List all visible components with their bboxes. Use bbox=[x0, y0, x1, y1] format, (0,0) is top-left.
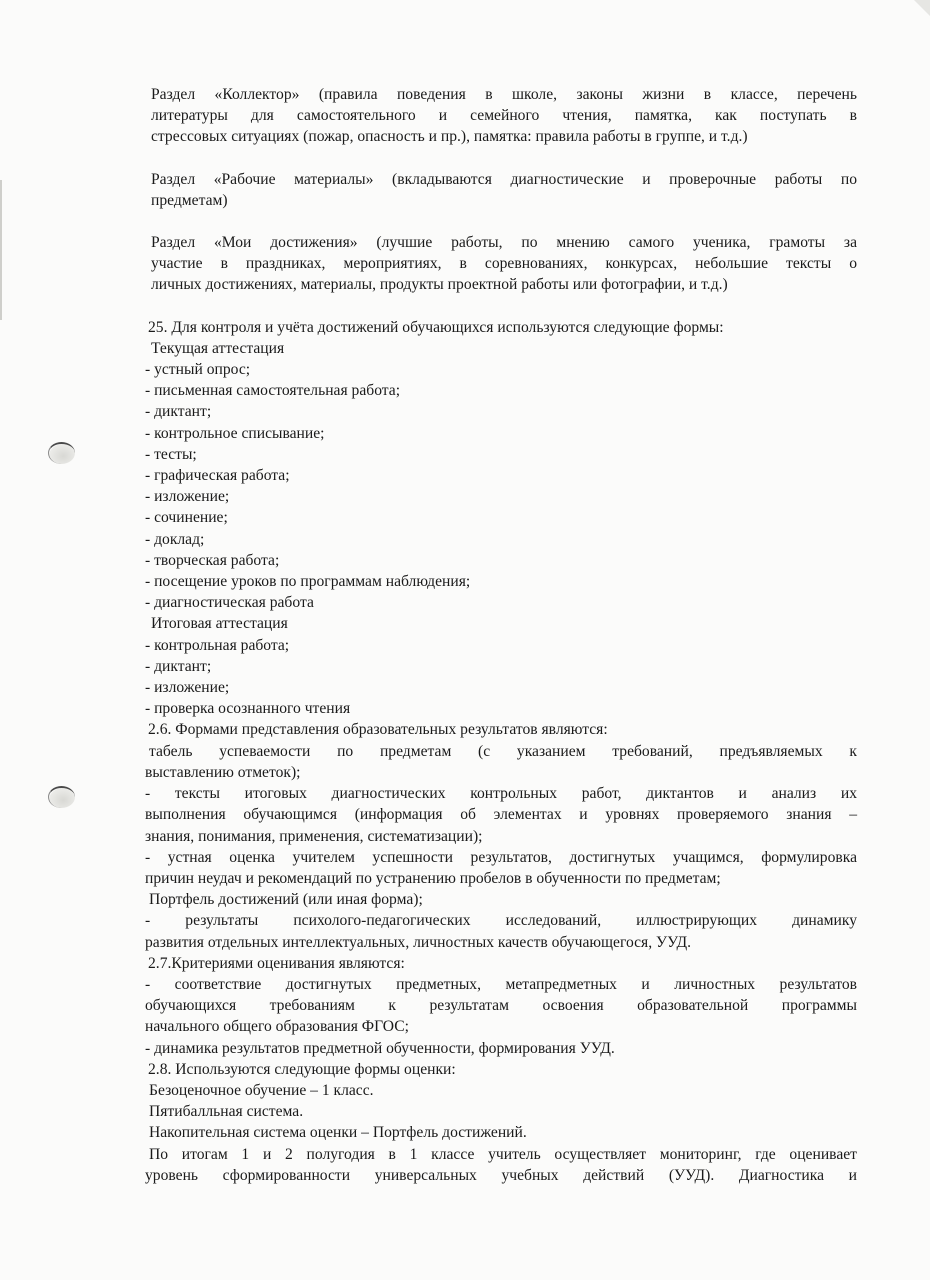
text-line: выставлению отметок); bbox=[145, 763, 301, 781]
item-27-para1 bbox=[145, 974, 857, 1038]
item-26-para4 bbox=[145, 910, 857, 952]
text-line: Раздел «Коллектор» (правила поведения в школе, законы жизни в классе, перечень bbox=[151, 86, 857, 103]
list-item: Безоценочное обучение – 1 класс. bbox=[149, 1081, 374, 1099]
list-item: - диагностическая работа bbox=[145, 594, 314, 612]
text-line: начального общего образования ФГОС; bbox=[145, 1018, 409, 1036]
text-line: обучающихся требованиям к результатам освоения образовательной программы bbox=[145, 997, 857, 1015]
list-item: - творческая работа; bbox=[145, 551, 280, 569]
text-line: - тексты итоговых диагностических контрольных работ, диктантов и анализ их bbox=[145, 785, 857, 803]
text-line: - устная оценка учителем успешности результатов, достигнутых учащимся, формулировка bbox=[145, 848, 857, 866]
text-line: предметам) bbox=[151, 191, 228, 209]
text-line: По итогам 1 и 2 полугодия в 1 классе учитель осуществляет мониторинг, где оценивает bbox=[149, 1145, 857, 1163]
section-materials bbox=[145, 169, 857, 211]
closing-paragraph bbox=[145, 1144, 857, 1186]
text-line: стрессовых ситуациях (пожар, опасность и пр.), памятка: правила работы в группе, и т.д.) bbox=[151, 128, 748, 146]
item-27-para2: - динамика результатов предметной обученности, формирования УУД. bbox=[145, 1039, 615, 1057]
list-item: - посещение уроков по программам наблюдения; bbox=[145, 573, 471, 591]
list-item: - сочинение; bbox=[145, 509, 228, 527]
portfolio-line: Портфель достижений (или иная форма); bbox=[149, 891, 423, 909]
text-line: табель успеваемости по предметам (с указанием требований, предъявляемых к bbox=[149, 742, 857, 760]
list-item: - изложение; bbox=[145, 488, 230, 506]
item-26-para2 bbox=[145, 783, 857, 847]
list-item: - доклад; bbox=[145, 530, 205, 548]
text-line: развития отдельных интеллектуальных, личностных качеств обучающегося, УУД. bbox=[145, 933, 692, 951]
text-line: причин неудач и рекомендаций по устранению пробелов в обученности по предметам; bbox=[145, 869, 721, 887]
current-attestation-list bbox=[145, 359, 857, 613]
text-line: участие в праздниках, мероприятиях, в соревнованиях, конкурсах, небольшие тексты о bbox=[151, 255, 857, 273]
punch-hole bbox=[48, 786, 75, 808]
item-26-para3 bbox=[145, 847, 857, 889]
list-item: - письменная самостоятельная работа; bbox=[145, 382, 401, 400]
text-line: - результаты психолого-педагогических исследований, иллюстрирующих динамику bbox=[145, 912, 857, 930]
text-line: - соответствие достигнутых предметных, метапредметных и личностных результатов bbox=[145, 975, 857, 993]
text-line: уровень сформированности универсальных учебных действий (УУД). Диагностика и bbox=[145, 1166, 857, 1184]
scan-edge-shadow bbox=[0, 180, 2, 320]
item-28-list bbox=[145, 1080, 857, 1144]
item-28-heading: 2.8. Используются следующие формы оценки: bbox=[148, 1060, 456, 1078]
final-attestation-title: Итоговая аттестация bbox=[151, 615, 288, 633]
section-achievements bbox=[145, 232, 857, 296]
list-item: - проверка осознанного чтения bbox=[145, 700, 351, 718]
list-item: Накопительная система оценки – Портфель достижений. bbox=[149, 1124, 527, 1142]
item-25-heading: 25. Для контроля и учёта достижений обучающихся используются следующие формы: bbox=[148, 318, 724, 336]
list-item: - устный опрос; bbox=[145, 361, 251, 379]
page-corner-shadow bbox=[914, 0, 930, 16]
list-item: - изложение; bbox=[145, 679, 230, 697]
item-26-para1 bbox=[145, 741, 857, 783]
current-attestation-title: Текущая аттестация bbox=[151, 339, 285, 357]
list-item: - контрольное списывание; bbox=[145, 424, 325, 442]
section-collector bbox=[145, 84, 857, 148]
final-attestation-list bbox=[145, 635, 857, 720]
text-line: знания, понимания, применения, систематизации); bbox=[145, 827, 483, 845]
list-item: - диктант; bbox=[145, 657, 212, 675]
list-item: - диктант; bbox=[145, 403, 212, 421]
document-body bbox=[145, 84, 857, 1186]
text-line: Раздел «Рабочие материалы» (вкладываются диагностические и проверочные работы по bbox=[151, 170, 857, 188]
list-item: Пятибалльная система. bbox=[149, 1103, 304, 1121]
list-item: - тесты; bbox=[145, 445, 197, 463]
text-line: личных достижениях, материалы, продукты проектной работы или фотографии, и т.д.) bbox=[151, 276, 728, 294]
list-item: - графическая работа; bbox=[145, 467, 290, 485]
item-27-heading: 2.7.Критериями оценивания являются: bbox=[148, 954, 405, 972]
item-26-heading: 2.6. Формами представления образовательных результатов являются: bbox=[148, 721, 608, 739]
text-line: выполнения обучающимся (информация об элементах и уровнях проверяемого знания – bbox=[145, 806, 857, 824]
punch-hole bbox=[48, 442, 75, 464]
text-line: Раздел «Мои достижения» (лучшие работы, по мнению самого ученика, грамоты за bbox=[151, 234, 857, 252]
text-line: литературы для самостоятельного и семейного чтения, памятка, как поступать в bbox=[151, 107, 857, 125]
list-item: - контрольная работа; bbox=[145, 636, 290, 654]
